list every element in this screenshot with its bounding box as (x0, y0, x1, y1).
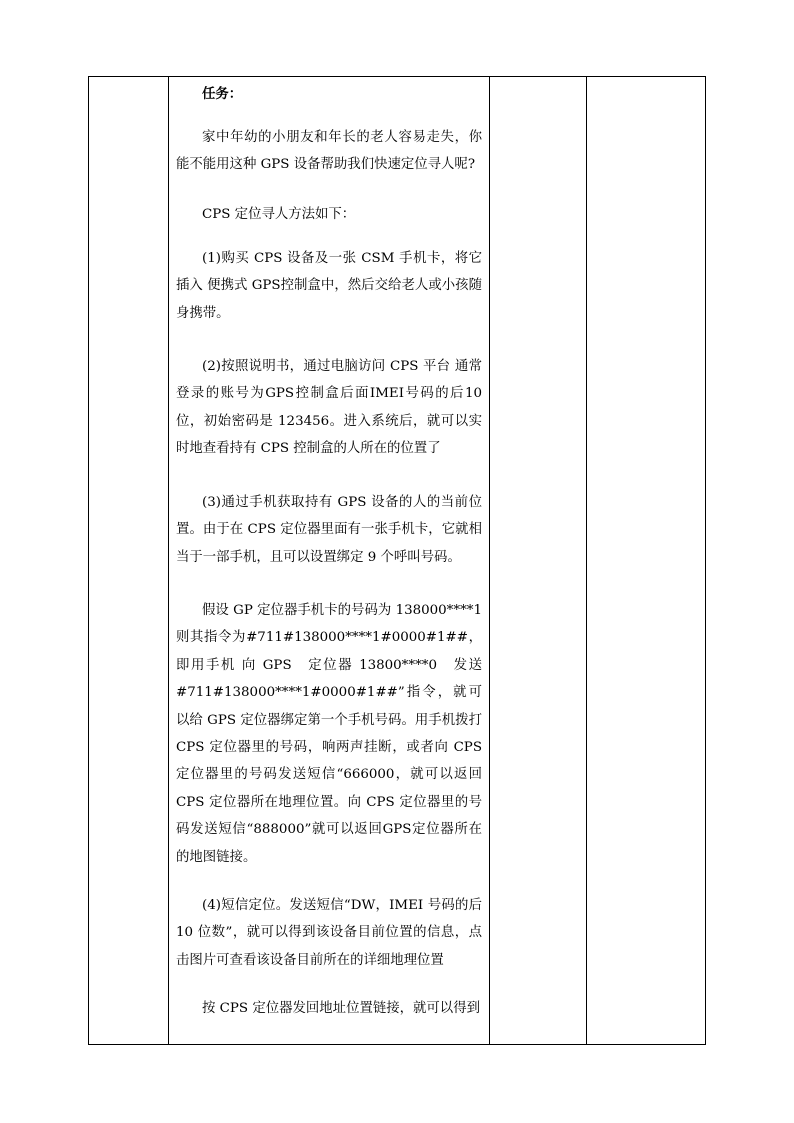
task-heading: 任务： (202, 86, 243, 102)
paragraph-example: 假设 GP 定位器手机卡的号码为 138000****1 则其指令为#711#138000****1#0000#1##，即用手机 向 GPS 定位器 13800****0 发送 #711#138000****1#0000#1##”指令，就可以给 GPS 定位器绑定第一个手机号码。用手机拨打 CPS 定位器里的号码，响两声挂断，或者向 CPS 定位器里的号码发送短信“666000，就可以返回 CPS 定位器所在地理位置。向 CPS 定位器里的号码发送短信“888000”就可以返回GPS定位器所在的地图链接。 (176, 603, 482, 865)
paragraph-step-1: (1)购买 CPS 设备及一张 CSM 手机卡，将它插入 便携式 GPS控制盒中，然后交给老人或小孩随身携带。 (176, 251, 482, 321)
task-content-cell (169, 77, 489, 1044)
lesson-table (88, 76, 706, 1045)
column-divider (586, 77, 587, 1044)
paragraph-intro: 家中年幼的小朋友和年长的老人容易走失，你能不能用这种 GPS 设备帮助我们快速定位寻人呢? (176, 130, 482, 173)
paragraph-continued: 按 CPS 定位器发回地址位置链接，就可以得到 (202, 1001, 480, 1016)
paragraph-step-4: (4)短信定位。发送短信“DW，IMEI 号码的后 10 位数”，就可以得到该设备目前位置的信息，点击图片可查看该设备目前所在的详细地理位置 (176, 898, 482, 968)
paragraph-step-3: (3)通过手机获取持有 GPS 设备的人的当前位置。由于在 CPS 定位器里面有一张手机卡，它就相当于一部手机，且可以设置绑定 9 个呼叫号码。 (176, 495, 482, 565)
paragraph-method-title: CPS 定位寻人方法如下： (202, 207, 356, 222)
column-divider (489, 77, 490, 1044)
paragraph-step-2: (2)按照说明书，通过电脑访问 CPS 平台 通常登录的账号为GPS控制盒后面IMEI号码的后10位，初始密码是 123456。进入系统后，就可以实时地查看持有 CPS 控制盒的人所在的位置了 (176, 359, 482, 457)
